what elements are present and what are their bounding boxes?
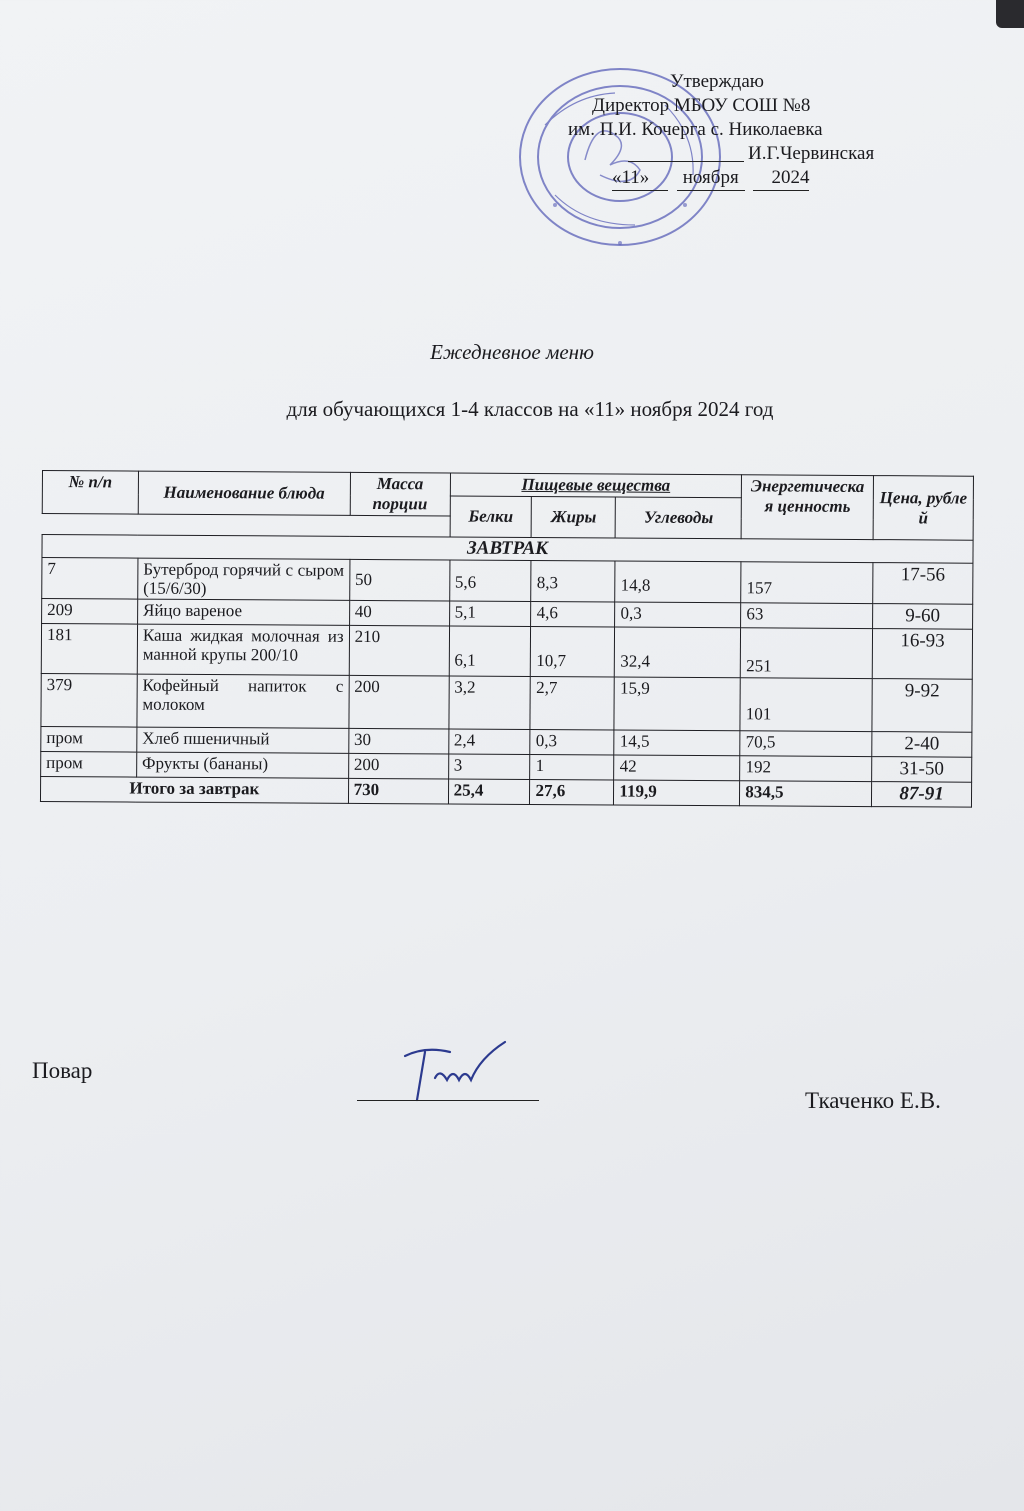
cell-mass: 200 — [349, 675, 449, 729]
cell-protein: 5,6 — [449, 560, 531, 601]
cell-fat: 4,6 — [531, 601, 615, 627]
total-energy: 834,5 — [740, 781, 872, 807]
cell-fat: 1 — [530, 754, 614, 780]
header-name: Наименование блюда — [138, 471, 350, 515]
menu-table — [40, 470, 974, 808]
cell-protein: 6,1 — [449, 626, 531, 676]
cell-name: Яйцо вареное — [137, 599, 349, 625]
total-label: Итого за завтрак — [40, 776, 348, 803]
approval-position: Директор МБОУ СОШ №8 — [592, 95, 811, 116]
table-row — [41, 673, 972, 732]
cell-carbs: 0,3 — [615, 602, 741, 628]
table-header-row — [42, 471, 973, 500]
cell-num: пром — [41, 726, 137, 752]
header-num: № п/п — [42, 471, 138, 515]
page-corner-shadow — [996, 0, 1024, 28]
cell-num: 209 — [42, 599, 138, 625]
cell-carbs: 14,8 — [615, 561, 741, 603]
cell-price: 2-40 — [872, 732, 972, 758]
cell-num: 181 — [41, 624, 137, 675]
cell-price: 9-60 — [873, 604, 973, 630]
table-row — [41, 624, 972, 680]
approval-year: 2024 — [753, 166, 809, 191]
cell-carbs: 15,9 — [614, 677, 740, 731]
table-row — [42, 558, 973, 605]
cell-num: пром — [41, 751, 137, 777]
cell-price: 9-92 — [872, 679, 972, 733]
cell-carbs: 14,5 — [614, 730, 740, 756]
total-protein: 25,4 — [448, 779, 530, 804]
cell-mass: 200 — [348, 753, 448, 779]
total-carbs: 119,9 — [614, 780, 740, 806]
signature-footer — [0, 1058, 1024, 1118]
total-fat: 27,6 — [530, 779, 614, 805]
cell-name: Хлеб пшеничный — [137, 727, 349, 753]
header-energy: Энергетическая ценность — [741, 475, 873, 540]
cell-num: 7 — [42, 558, 138, 600]
handwritten-signature — [395, 1038, 515, 1108]
cell-num: 379 — [41, 673, 137, 727]
approval-school: им. П.И. Кочерга с. Николаевка — [568, 119, 823, 140]
cell-mass: 210 — [349, 625, 449, 676]
cell-protein: 2,4 — [448, 729, 530, 754]
approval-month: ноября — [677, 166, 745, 191]
cook-role-label: Повар — [32, 1058, 93, 1083]
cell-mass: 40 — [349, 600, 449, 626]
cell-energy: 251 — [741, 628, 873, 679]
cell-protein: 5,1 — [449, 601, 531, 626]
header-mass: Масса порции — [350, 472, 450, 516]
cell-name: Кофейный напиток с молоком — [137, 674, 349, 728]
cell-energy: 192 — [740, 756, 872, 782]
signature-line — [357, 1100, 539, 1101]
cell-mass: 50 — [349, 559, 449, 601]
cell-fat: 2,7 — [530, 676, 614, 730]
cell-energy: 157 — [741, 562, 873, 604]
header-price: Цена, рублей — [873, 476, 973, 541]
approval-day: «11» — [612, 166, 668, 191]
header-carbs: Углеводы — [616, 497, 742, 539]
approval-signatory: И.Г.Червинская — [748, 143, 875, 164]
total-row — [40, 776, 971, 807]
header-fat: Жиры — [532, 496, 616, 538]
cell-protein: 3 — [448, 754, 530, 780]
cell-price: 16-93 — [872, 629, 972, 680]
cell-fat: 0,3 — [530, 729, 614, 755]
cell-name: Бутерброд горячий с сыром (15/6/30) — [138, 558, 350, 600]
cell-name: Каша жидкая молочная из манной крупы 200/10 — [137, 624, 349, 675]
total-mass: 730 — [348, 778, 448, 804]
section-title: ЗАВТРАК — [42, 535, 973, 564]
total-price: 87-91 — [872, 782, 972, 808]
cell-energy: 70,5 — [740, 731, 872, 757]
cell-price: 17-56 — [873, 563, 973, 605]
approval-date — [612, 166, 809, 191]
cell-energy: 63 — [741, 603, 873, 629]
cell-carbs: 32,4 — [615, 627, 741, 678]
document-title: Ежедневное меню — [430, 340, 594, 364]
cell-fat: 10,7 — [531, 626, 615, 677]
cell-name: Фрукты (бананы) — [137, 752, 349, 778]
cell-price: 31-50 — [872, 757, 972, 783]
header-nutrients: Пищевые вещества — [450, 473, 742, 498]
cell-mass: 30 — [348, 728, 448, 754]
cell-carbs: 42 — [614, 755, 740, 781]
document-subtitle: для обучающихся 1-4 классов на «11» ноября 2024 год — [286, 397, 774, 421]
cell-fat: 8,3 — [531, 560, 615, 602]
cell-protein: 3,2 — [448, 676, 530, 729]
cell-energy: 101 — [740, 678, 872, 732]
header-protein: Белки — [450, 496, 532, 537]
approval-heading: Утверждаю — [670, 71, 764, 92]
cook-name: Ткаченко Е.В. — [805, 1088, 941, 1113]
